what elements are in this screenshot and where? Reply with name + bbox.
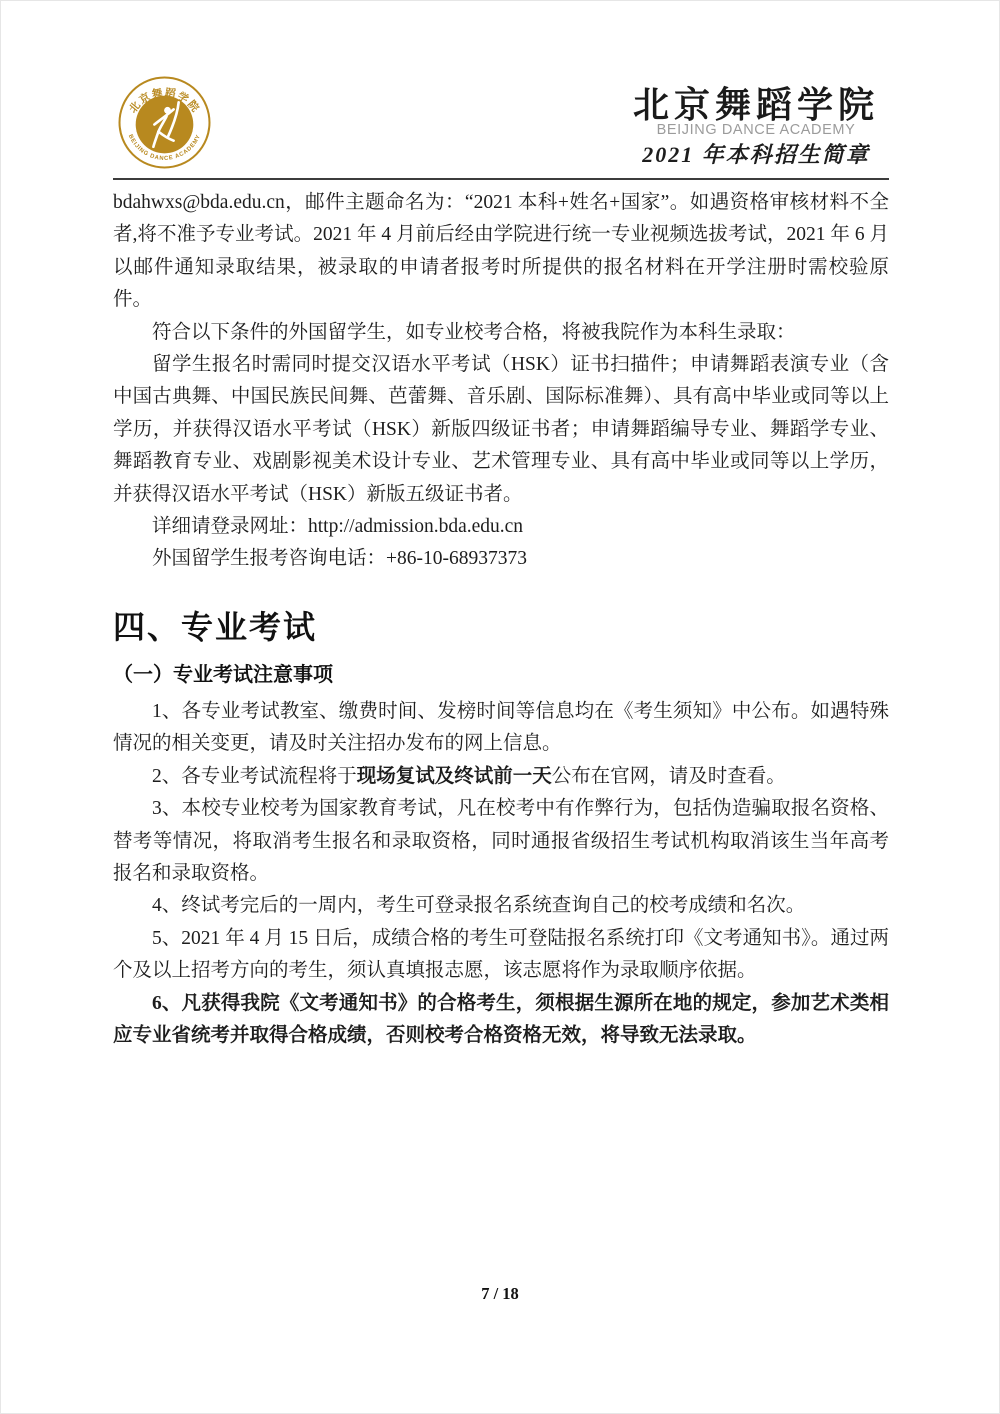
item2-text-bold: 现场复试及终试前一天 [356, 765, 552, 787]
seal-text-cn: 北京舞蹈学院 [127, 87, 202, 116]
seal-text-en: BEIJING DANCE ACADEMY [126, 133, 203, 162]
brochure-title: 2021 年本科招生简章 [642, 142, 870, 167]
paragraph-hsk-requirements: 留学生报名时需同时提交汉语水平考试（HSK）证书扫描件；申请舞蹈表演专业（含中国古典舞、中国民族民间舞、芭蕾舞、音乐剧、国际标准舞）、具有高中毕业或同等以上学历，并获得汉语水平考试（HSK）新版四级证书者；申请舞蹈编导专业、舞蹈学专业、舞蹈教育专业、戏剧影视美术设计专业、艺术管理专业、具有高中毕业或同等以上学历，并获得汉语水平考试（HSK）新版五级证书者。 [113, 354, 889, 505]
page-number: 7 / 18 [481, 1284, 519, 1303]
exam-notes-list [113, 696, 889, 1052]
list-item-3: 3、本校专业校考为国家教育考试，凡在校考中有作弊行为，包括伪造骗取报名资格、替考等情况，将取消考生报名和录取资格，同时通报省级招生考试机构取消该生当年高考报名和录取资格。 [113, 798, 889, 884]
section-heading-professional-exam: 四、专业考试 [113, 608, 318, 645]
paragraph-email-continuation: bdahwxs@bda.edu.cn，邮件主题命名为：“2021 本科+姓名+国家”。如遇资格审核材料不全者,将不准予专业考试。2021 年 4 月前后经由学院进行统一专业视频选拔考试，2021 年 6 月以邮件通知录取结果，被录取的申请者报考时所提供的报名材料在开学注册时需校验原件。 [113, 192, 889, 311]
school-seal-logo [118, 76, 211, 169]
document-body [113, 187, 889, 1052]
paragraph-phone: 外国留学生报考咨询电话：+86-10-68937373 [152, 548, 527, 570]
list-item-5: 5、2021 年 4 月 15 日后，成绩合格的考生可登陆报名系统打印《文考通知书》。通过两个及以上招考方向的考生，须认真填报志愿，该志愿将作为录取顺序依据。 [113, 927, 889, 982]
dancer-head [164, 107, 171, 114]
paragraph-website [113, 511, 889, 543]
list-item-1: 1、各专业考试教室、缴费时间、发榜时间等信息均在《考生须知》中公布。如遇特殊情况的相关变更，请及时关注招办发布的网上信息。 [113, 700, 889, 755]
item2-text-pre: 2、各专业考试流程将于 [152, 765, 357, 787]
item2-text-post: 公布在官网，请及时查看。 [551, 765, 786, 787]
school-name-calligraphy: 北京舞蹈学院 [632, 85, 879, 125]
header-divider [113, 178, 889, 180]
paragraph-foreign-students-intro: 符合以下条件的外国留学生，如专业校考合格，将被我院作为本科生录取： [152, 321, 796, 343]
list-item-2 [113, 761, 889, 793]
list-item-6: 6、凡获得我院《文考通知书》的合格考生，须根据生源所在地的规定，参加艺术类相应专业省统考并取得合格成绩，否则校考合格资格无效，将导致无法录取。 [113, 992, 889, 1046]
list-item-4: 4、终试考完后的一周内，考生可登录报名系统查询自己的校考成绩和名次。 [152, 895, 806, 917]
admission-url-link[interactable]: http://admission.bda.edu.cn [308, 516, 524, 538]
header-title-block [621, 85, 891, 169]
website-label: 详细请登录网址： [152, 516, 309, 538]
subsection-heading-exam-notes: （一）专业考试注意事项 [113, 663, 333, 686]
school-name-english: BEIJING DANCE ACADEMY [656, 122, 856, 138]
